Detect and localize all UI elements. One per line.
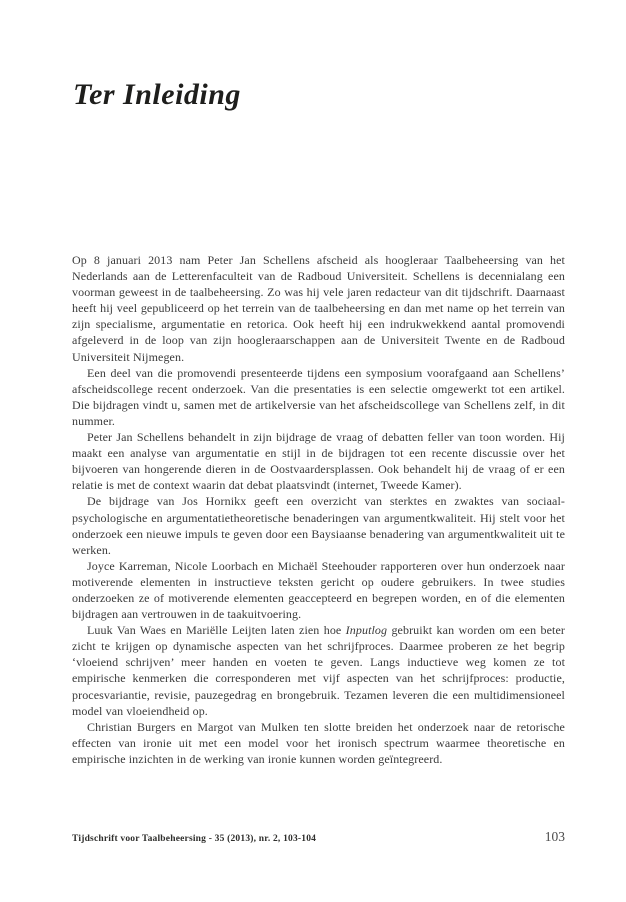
article-body [72, 252, 565, 767]
text-segment: Joyce Karreman, Nicole Loorbach en Michaël Steehouder rapporteren over hun onderzoek naar motiverende elementen in instructieve teksten gericht op oudere gebruikers. In twee studies onderzoeken ze of motiverende elementen geaccepteerd en begrepen worden, en of die elementen bijdragen aan vertrouwen in de taakuitvoering. [72, 558, 565, 622]
text-segment: Christian Burgers en Margot van Mulken ten slotte breiden het onderzoek naar de retorische effecten van ironie uit met een model voor het ironisch spectrum waarmee theoretische en empirische inzichten in de werking van ironie kunnen worden geïntegreerd. [72, 719, 565, 766]
text-segment: De bijdrage van Jos Hornikx geeft een overzicht van sterktes en zwaktes van sociaal-psychologische en argumentatietheoretische benaderingen van argumentkwaliteit. Hij stelt voor het onderzoek een nieuwe impuls te geven door een Baysiaanse benadering van argumentkwaliteit uit te werken. [72, 494, 565, 557]
page-title: Ter Inleiding [73, 78, 241, 111]
paragraph [72, 429, 565, 493]
text-segment: Op 8 januari 2013 nam Peter Jan Schellens afscheid als hoogleraar Taalbeheersing van het Nederlands aan de Letterenfaculteit van de Radboud Universiteit. Schellens is decennialang een voorman geweest in de taalbeheersing. Zo was hij vele jaren redacteur van dit tijdschrift. Daarnaast heeft hij veel gepubliceerd op het terrein van de taalbeheersing en dan met name op het terrein van zijn specialisme, argumentatie en retorica. Ook heeft hij een indrukwekkend aantal promovendi afgeleverd in de loop van zijn hoogleraarschappen aan de Universiteit Twente en de Radboud Universiteit Nijmegen. [72, 253, 565, 364]
journal-citation [72, 834, 316, 844]
text-segment: Een deel van die promovendi presenteerde tijdens een symposium voorafgaand aan Schellens’ afscheidscollege recent onderzoek. Van die presentaties is een selectie omgewerkt tot een artikel. Die bijdragen vindt u, samen met de artikelversie van het afscheidscollege van Schellens zelf, in dit nummer. [72, 365, 565, 428]
paragraph [72, 493, 565, 557]
paragraph [72, 365, 565, 429]
paragraph [72, 622, 565, 719]
italic-text: Inputlog [345, 623, 388, 638]
page-number: 103 [544, 829, 565, 844]
text-segment: gebruikt kan worden om een beter zicht te krijgen op dynamische aspecten van het schrijfproces. Daarmee proberen ze het begrip ‘vloeiend schrijven’ meer handen en voeten te geven. Langs inductieve weg komen ze tot empirische kenmerken die corresponderen met vijf aspecten van het schrijfproces: productie, procesvariantie, revisie, pauzegedrag en brongebruik. Tezamen leveren die een multidimensioneel model van vloeiendheid op. [72, 623, 565, 718]
journal-name: Tijdschrift voor Taalbeheersing [72, 834, 207, 844]
page-footer [72, 829, 565, 845]
issue-info: - 35 (2013), nr. 2, 103-104 [206, 834, 317, 844]
text-segment: Peter Jan Schellens behandelt in zijn bijdrage de vraag of debatten feller van toon worden. Hij maakt een analyse van argumentatie en stijl in de bijdragen tot een recente discussie over het bijvoeren van hongerende dieren in de Oostvaardersplassen. Ook behandelt hij de vraag of er een relatie is met de context waarin dat debat plaatsvindt (internet, Tweede Kamer). [72, 430, 565, 493]
paragraph [72, 252, 565, 365]
text-segment: Luuk Van Waes en Mariëlle Leijten laten zien hoe [87, 623, 346, 638]
paragraph [72, 719, 565, 767]
paragraph [72, 558, 565, 622]
